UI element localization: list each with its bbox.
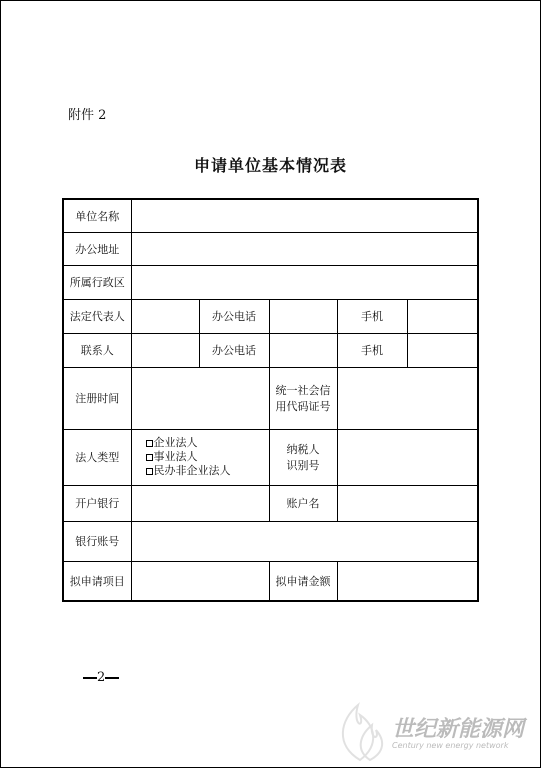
office-phone-label: 办公电话: [199, 299, 269, 333]
legal-type-label: 法人类型: [63, 429, 131, 485]
project-label: 拟申请项目: [63, 561, 131, 601]
taxpayer-id-label: [269, 429, 337, 485]
taxpayer-id-field[interactable]: [337, 429, 478, 485]
legal-type-option[interactable]: [146, 464, 269, 478]
mobile-label: 手机: [337, 299, 407, 333]
attachment-label: 附件 2: [68, 108, 107, 123]
legal-rep-label: 法定代表人: [63, 299, 131, 333]
amount-field[interactable]: [337, 561, 478, 601]
admin-region-label: 所属行政区: [63, 265, 131, 299]
legal-rep-field[interactable]: [131, 299, 199, 333]
amount-label: 拟申请金额: [269, 561, 337, 601]
office-phone-field-2[interactable]: [269, 333, 337, 367]
reg-time-label: 注册时间: [63, 367, 131, 429]
office-phone-label-2: 办公电话: [199, 333, 269, 367]
account-name-label: 账户名: [269, 485, 337, 521]
checkbox-icon[interactable]: [146, 440, 153, 447]
page-number-value: 2: [97, 670, 106, 685]
credit-code-label: [269, 367, 337, 429]
watermark-subtext: Century new energy network: [392, 741, 509, 750]
mobile-label-2: 手机: [337, 333, 407, 367]
mobile-field-2[interactable]: [407, 333, 478, 367]
bank-account-label: 银行账号: [63, 521, 131, 561]
bank-label: 开户银行: [63, 485, 131, 521]
unit-name-field[interactable]: [131, 199, 478, 232]
contact-label: 联系人: [63, 333, 131, 367]
unit-name-label: 单位名称: [63, 199, 131, 232]
dash-right: [105, 677, 119, 679]
credit-code-field[interactable]: [337, 367, 478, 429]
legal-type-options: [131, 429, 269, 485]
page-title: 申请单位基本情况表: [193, 156, 347, 175]
office-address-field[interactable]: [131, 232, 478, 265]
legal-type-option[interactable]: [146, 436, 269, 450]
legal-type-option[interactable]: [146, 450, 269, 464]
account-name-field[interactable]: [337, 485, 478, 521]
page-number: [83, 670, 119, 685]
watermark-text: 世纪新能源网: [392, 717, 525, 742]
office-address-label: 办公地址: [63, 232, 131, 265]
bank-field[interactable]: [131, 485, 269, 521]
application-form-table: [62, 198, 479, 602]
dash-left: [83, 677, 97, 679]
legal-type-option-label: 事业法人: [153, 450, 198, 463]
legal-type-option-label: 民办非企业法人: [153, 464, 231, 477]
mobile-field[interactable]: [407, 299, 478, 333]
reg-time-field[interactable]: [131, 367, 269, 429]
checkbox-icon[interactable]: [146, 468, 153, 475]
credit-code-label-line1: 统一社会信: [275, 384, 331, 397]
project-field[interactable]: [131, 561, 269, 601]
credit-code-label-line2: 用代码证号: [275, 400, 331, 413]
admin-region-field[interactable]: [131, 265, 478, 299]
bank-account-field[interactable]: [131, 521, 478, 561]
office-phone-field[interactable]: [269, 299, 337, 333]
taxpayer-id-label-line2: 识别号: [286, 459, 320, 472]
checkbox-icon[interactable]: [146, 454, 153, 461]
taxpayer-id-label-line1: 纳税人: [286, 443, 320, 456]
contact-field[interactable]: [131, 333, 199, 367]
legal-type-option-label: 企业法人: [153, 436, 198, 449]
